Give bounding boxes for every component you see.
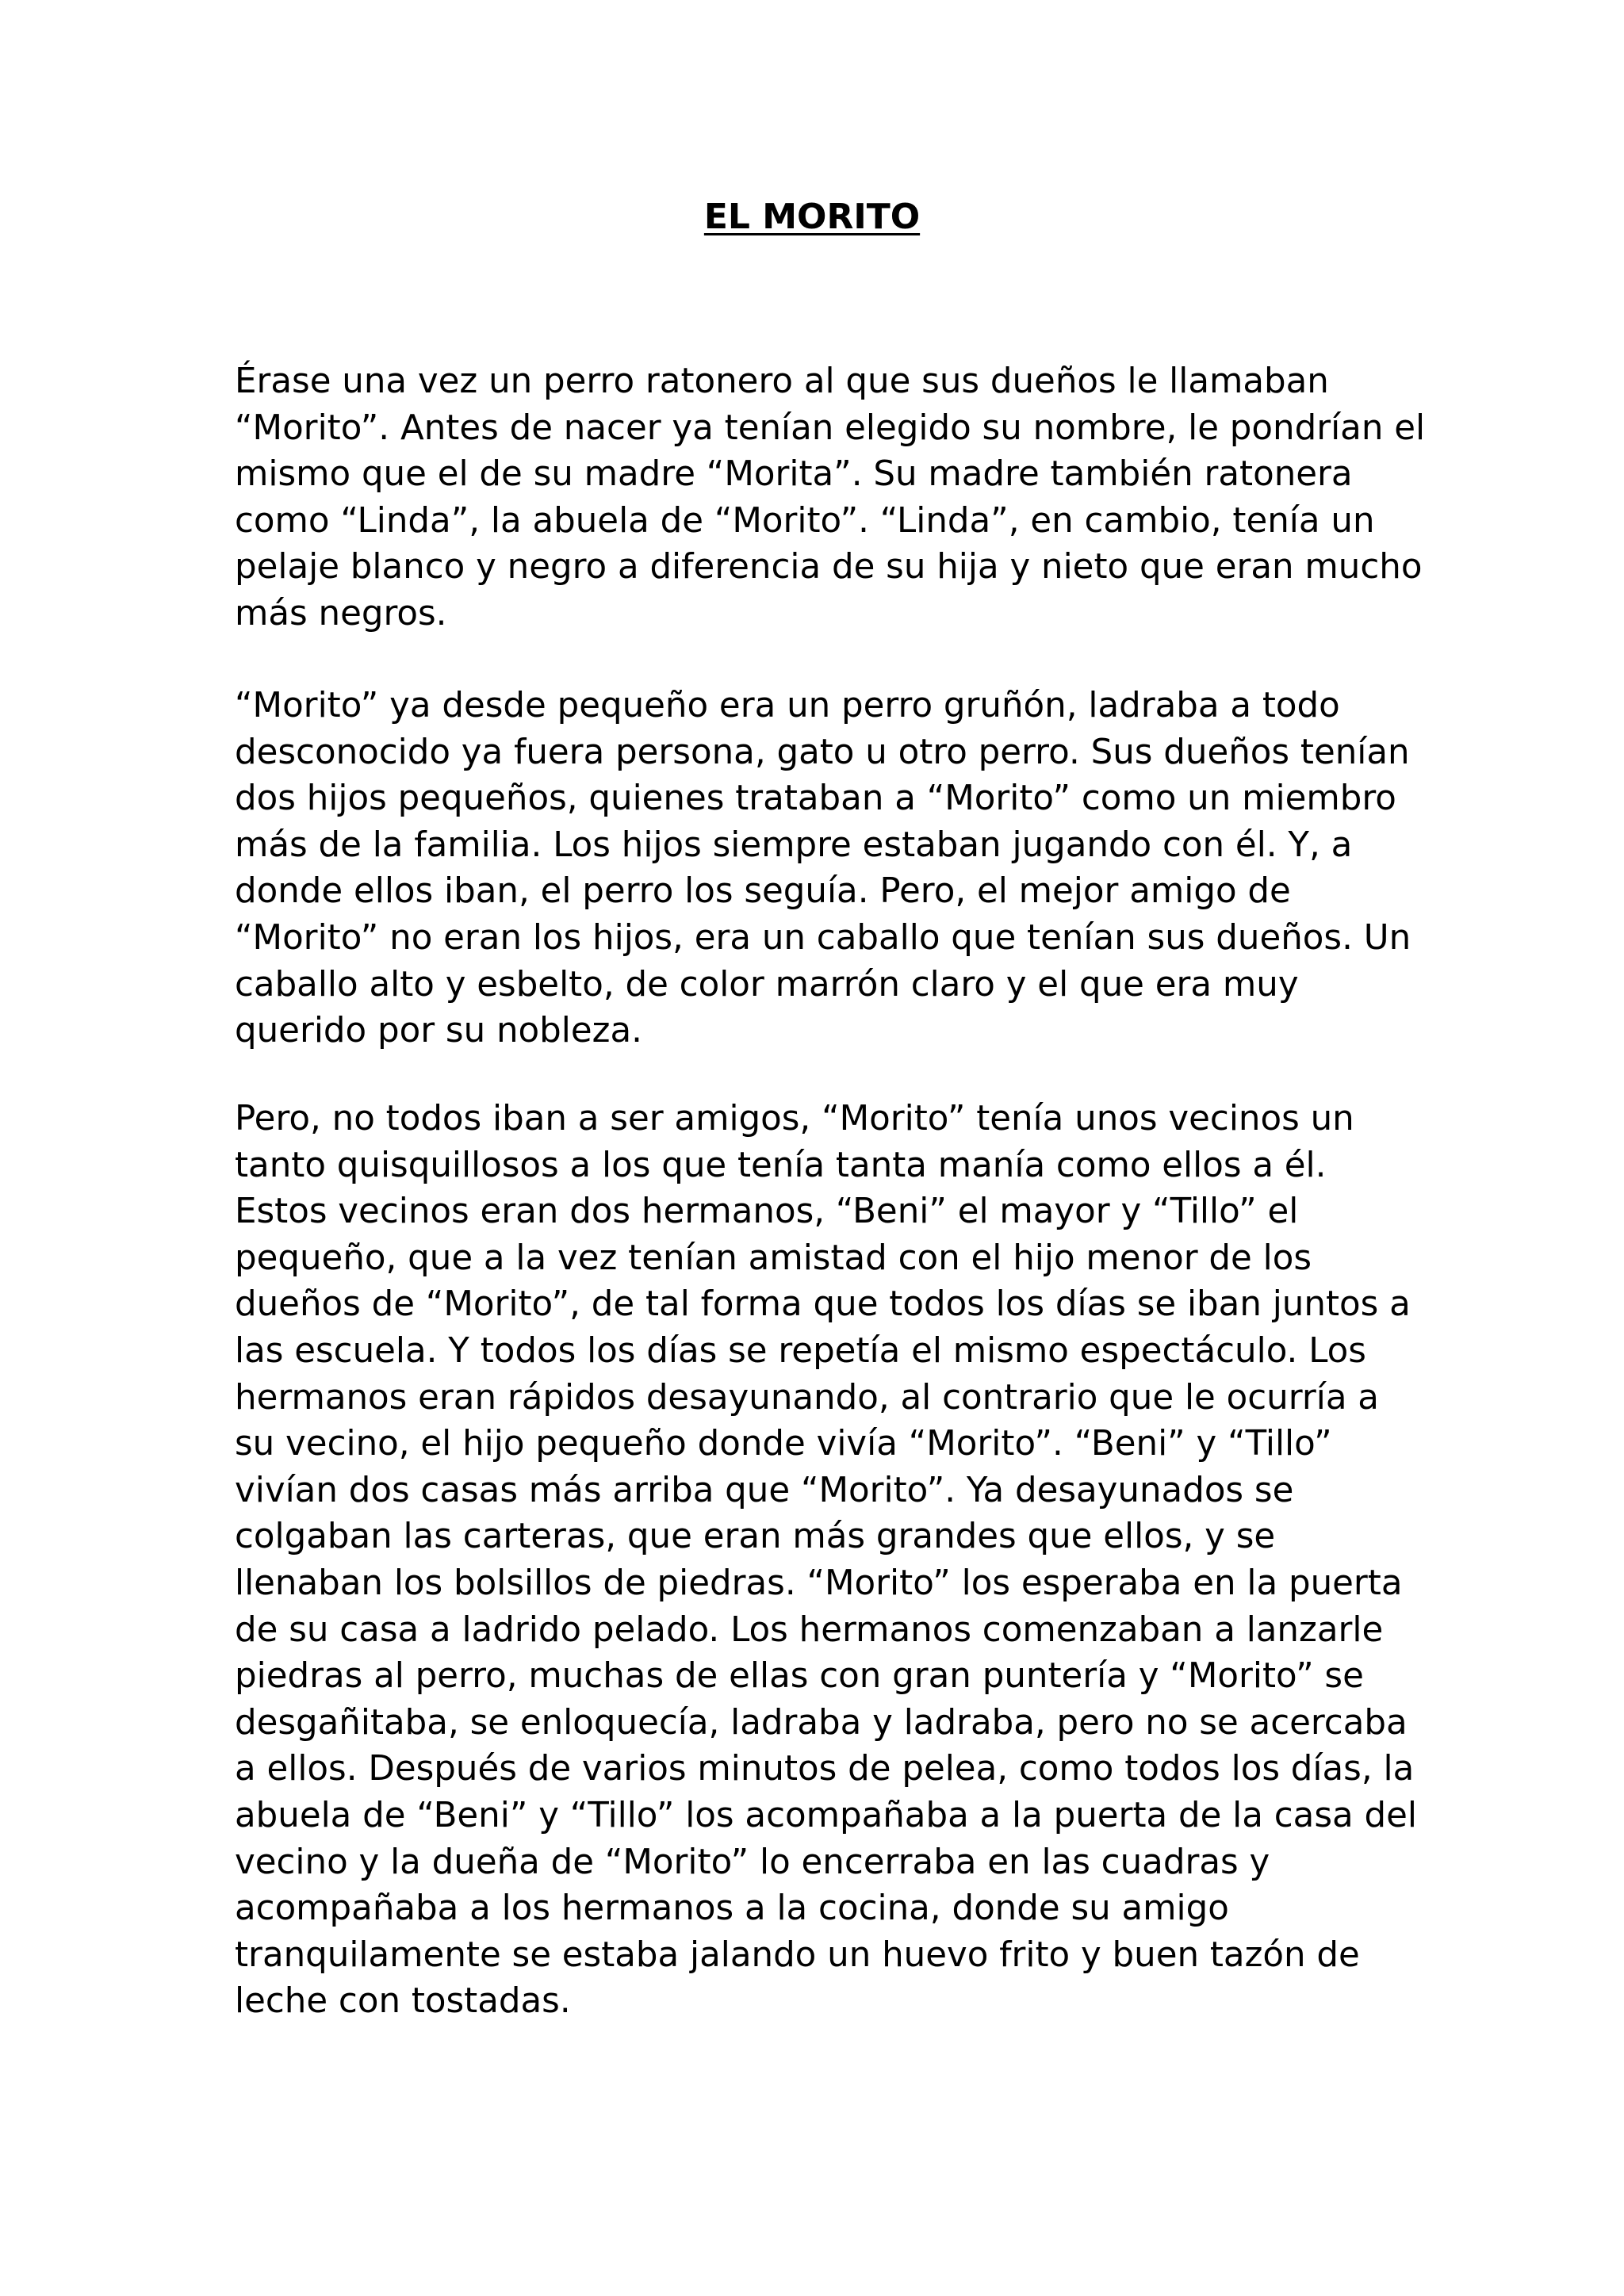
text-line: pequeño, que a la vez tenían amistad con el hijo menor de los xyxy=(235,1238,1312,1278)
text-line: acompañaba a los hermanos a la cocina, donde su amigo xyxy=(235,1888,1229,1929)
text-line: leche con tostadas. xyxy=(235,1981,571,2022)
text-line: vivían dos casas más arriba que “Morito”. Ya desayunados se xyxy=(235,1470,1294,1510)
text-line: vecino y la dueña de “Morito” lo encerraba en las cuadras y xyxy=(235,1842,1270,1882)
paragraph-2 xyxy=(235,683,1472,1054)
text-line: Pero, no todos iban a ser amigos, “Morito” tenía unos vecinos un xyxy=(235,1099,1354,1138)
text-line: desconocido ya fuera persona, gato u otro perro. Sus dueños tenían xyxy=(235,732,1410,772)
text-line: como “Linda”, la abuela de “Morito”. “Linda”, en cambio, tenía un xyxy=(235,500,1375,541)
text-line: dos hijos pequeños, quienes trataban a “Morito” como un miembro xyxy=(235,779,1396,819)
text-line: pelaje blanco y negro a diferencia de su hija y nieto que eran mucho xyxy=(235,547,1423,587)
text-line: de su casa a ladrido pelado. Los hermanos comenzaban a lanzarle xyxy=(235,1609,1384,1650)
text-line: piedras al perro, muchas de ellas con gran puntería y “Morito” se xyxy=(235,1656,1364,1697)
text-line: tranquilamente se estaba jalando un huevo frito y buen tazón de xyxy=(235,1934,1360,1975)
text-line: dueños de “Morito”, de tal forma que todos los días se iban juntos a xyxy=(235,1284,1411,1325)
paragraph-1 xyxy=(235,358,1472,637)
text-line: tanto quisquillosos a los que tenía tanta manía como ellos a él. xyxy=(235,1145,1327,1185)
text-line: llenaban los bolsillos de piedras. “Morito” los esperaba en la puerta xyxy=(235,1563,1403,1603)
text-line: más de la familia. Los hijos siempre estaban jugando con él. Y, a xyxy=(235,825,1353,865)
text-line: donde ellos iban, el perro los seguía. Pero, el mejor amigo de xyxy=(235,871,1291,912)
text-line: su vecino, el hijo pequeño donde vivía “Morito”. “Beni” y “Tillo” xyxy=(235,1424,1332,1464)
text-line: “Morito” ya desde pequeño era un perro gruñón, ladraba a todo xyxy=(235,686,1340,725)
text-line: hermanos eran rápidos desayunando, al contrario que le ocurría a xyxy=(235,1377,1379,1418)
text-line: más negros. xyxy=(235,593,447,633)
text-line: Érase una vez un perro ratonero al que sus dueños le llamaban xyxy=(235,362,1329,401)
text-line: las escuela. Y todos los días se repetía el mismo espectáculo. Los xyxy=(235,1330,1366,1371)
text-line: “Morito”. Antes de nacer ya tenían elegido su nombre, le pondrían el xyxy=(235,408,1426,448)
text-line: caballo alto y esbelto, de color marrón claro y el que era muy xyxy=(235,964,1299,1004)
text-line: querido por su nobleza. xyxy=(235,1011,642,1051)
text-line: abuela de “Beni” y “Tillo” los acompañaba a la puerta de la casa del xyxy=(235,1795,1417,1835)
text-line: a ellos. Después de varios minutos de pelea, como todos los días, la xyxy=(235,1749,1415,1789)
paragraph-3 xyxy=(235,1096,1472,2025)
text-line: “Morito” no eran los hijos, era un caballo que tenían sus dueños. Un xyxy=(235,917,1411,958)
text-line: desgañitaba, se enloquecía, ladraba y ladraba, pero no se acercaba xyxy=(235,1702,1408,1743)
document-title: EL MORITO xyxy=(703,197,921,237)
text-line: colgaban las carteras, que eran más grandes que ellos, y se xyxy=(235,1517,1276,1557)
text-line: mismo que el de su madre “Morita”. Su madre también ratonera xyxy=(235,454,1353,495)
text-line: Estos vecinos eran dos hermanos, “Beni” el mayor y “Tillo” el xyxy=(235,1192,1299,1232)
